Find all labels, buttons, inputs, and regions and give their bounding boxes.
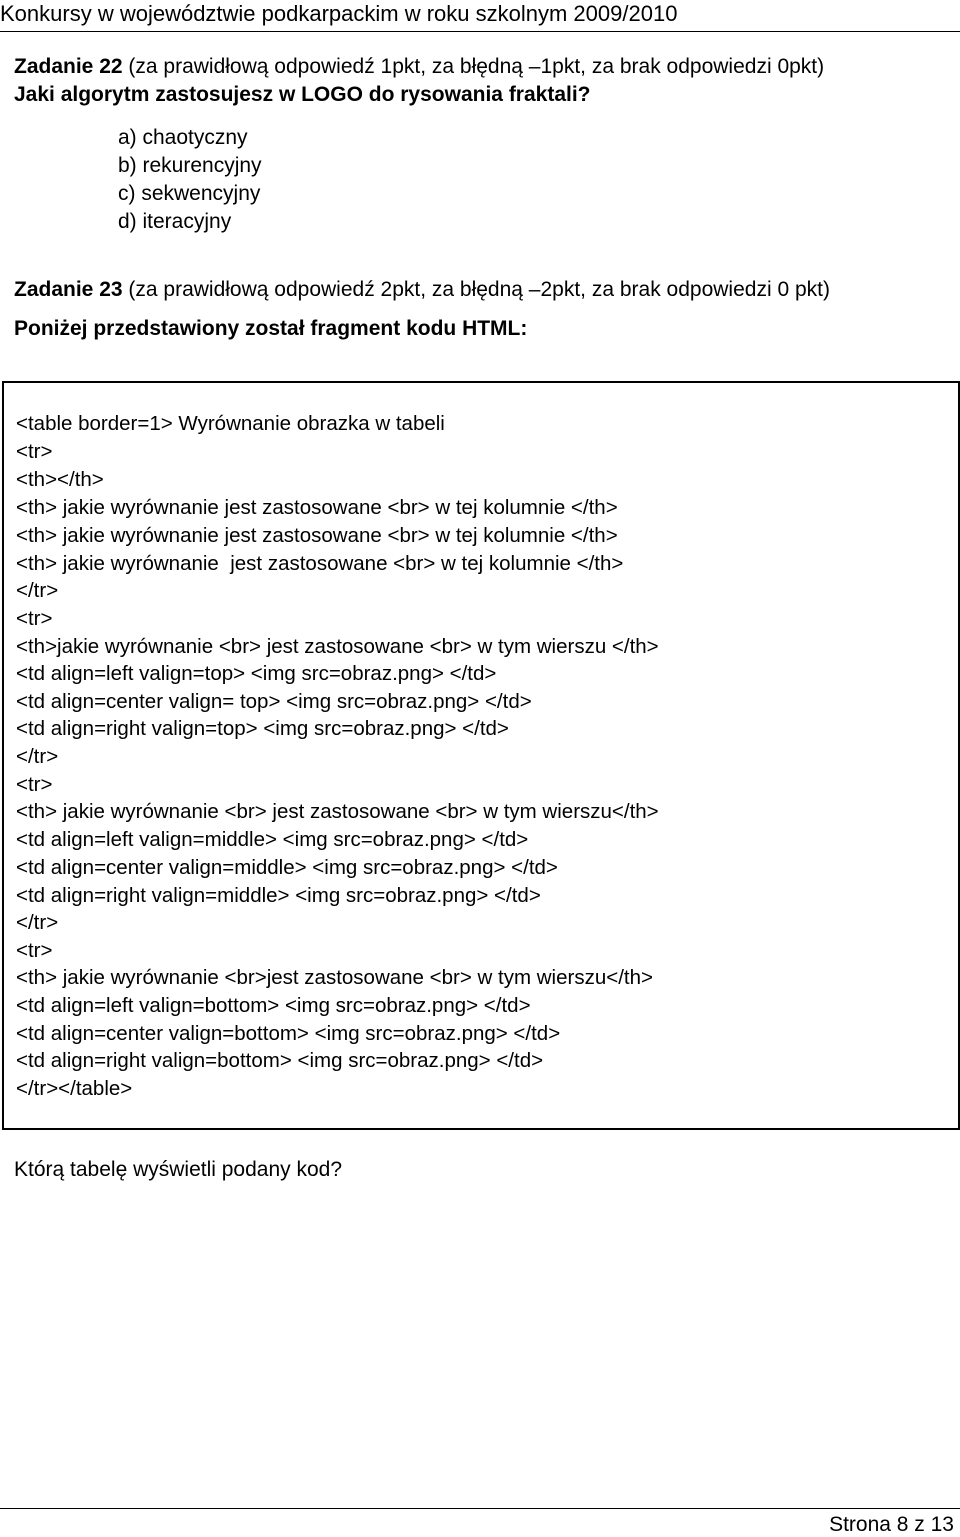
code-line: <td align=center valign=bottom> <img src=obraz.png> </td> [16,1022,561,1045]
code-line: <td align=right valign=bottom> <img src=obraz.png> </td> [16,1049,544,1072]
page-number: Strona 8 z 13 [829,1513,954,1536]
task23-scoring: (za prawidłową odpowiedź 2pkt, za błędną –2pkt, za brak odpowiedzi 0 pkt) [122,278,830,301]
code-line: <th> jakie wyrównanie jest zastosowane <br> w tej kolumnie </th> [16,496,618,519]
code-line: <th></th> [16,468,104,491]
code-line: <td align=center valign= top> <img src=obraz.png> </td> [16,690,532,713]
footer-divider [0,1508,960,1509]
code-line: <th> jakie wyrównanie jest zastosowane <br> w tej kolumnie </th> [16,552,624,575]
code-line: <tr> [16,440,53,463]
code-line: <th> jakie wyrównanie <br>jest zastosowane <br> w tym wierszu</th> [16,966,653,989]
task23-number: Zadanie 23 [14,278,123,301]
task22-option-b: b) rekurencyjny [118,154,262,177]
code-line: <td align=left valign=middle> <img src=obraz.png> </td> [16,828,529,851]
page-header [0,0,960,32]
task22-question: Jaki algorytm zastosujesz w LOGO do rysowania fraktali? [14,83,591,106]
task22-scoring: (za prawidłową odpowiedź 1pkt, za błędną –1pkt, za brak odpowiedzi 0pkt) [122,55,825,78]
code-listing-box [2,381,960,1130]
code-line: </tr> [16,745,59,768]
header-title: Konkursy w województwie podkarpackim w roku szkolnym 2009/2010 [0,1,678,26]
task23-heading [14,277,830,303]
code-line: <tr> [16,939,53,962]
code-line: <td align=center valign=middle> <img src=obraz.png> </td> [16,856,558,879]
code-line: </tr> [16,579,59,602]
code-line: </tr> [16,911,59,934]
task22-number: Zadanie 22 [14,55,123,78]
code-line: <table border=1> Wyrównanie obrazka w tabeli [16,412,445,435]
task22-option-a: a) chaotyczny [118,126,248,149]
task22-option-c: c) sekwencyjny [118,182,261,205]
code-line: <tr> [16,607,53,630]
code-line: <th> jakie wyrównanie jest zastosowane <br> w tej kolumnie </th> [16,524,618,547]
code-line: <th>jakie wyrównanie <br> jest zastosowane <br> w tym wierszu </th> [16,635,659,658]
code-line: <td align=left valign=bottom> <img src=obraz.png> </td> [16,994,531,1017]
task22-heading [14,54,824,80]
task23-question: Którą tabelę wyświetli podany kod? [14,1158,343,1181]
task23-intro: Poniżej przedstawiony został fragment kodu HTML: [14,317,528,340]
task22-option-d: d) iteracyjny [118,210,232,233]
code-line: <td align=right valign=middle> <img src=obraz.png> </td> [16,884,541,907]
code-line: <tr> [16,773,53,796]
header-divider [0,31,960,32]
code-line: <td align=left valign=top> <img src=obraz.png> </td> [16,662,497,685]
code-line: <td align=right valign=top> <img src=obraz.png> </td> [16,717,509,740]
code-line: </tr></table> [16,1077,133,1100]
code-line: <th> jakie wyrównanie <br> jest zastosowane <br> w tym wierszu</th> [16,800,659,823]
